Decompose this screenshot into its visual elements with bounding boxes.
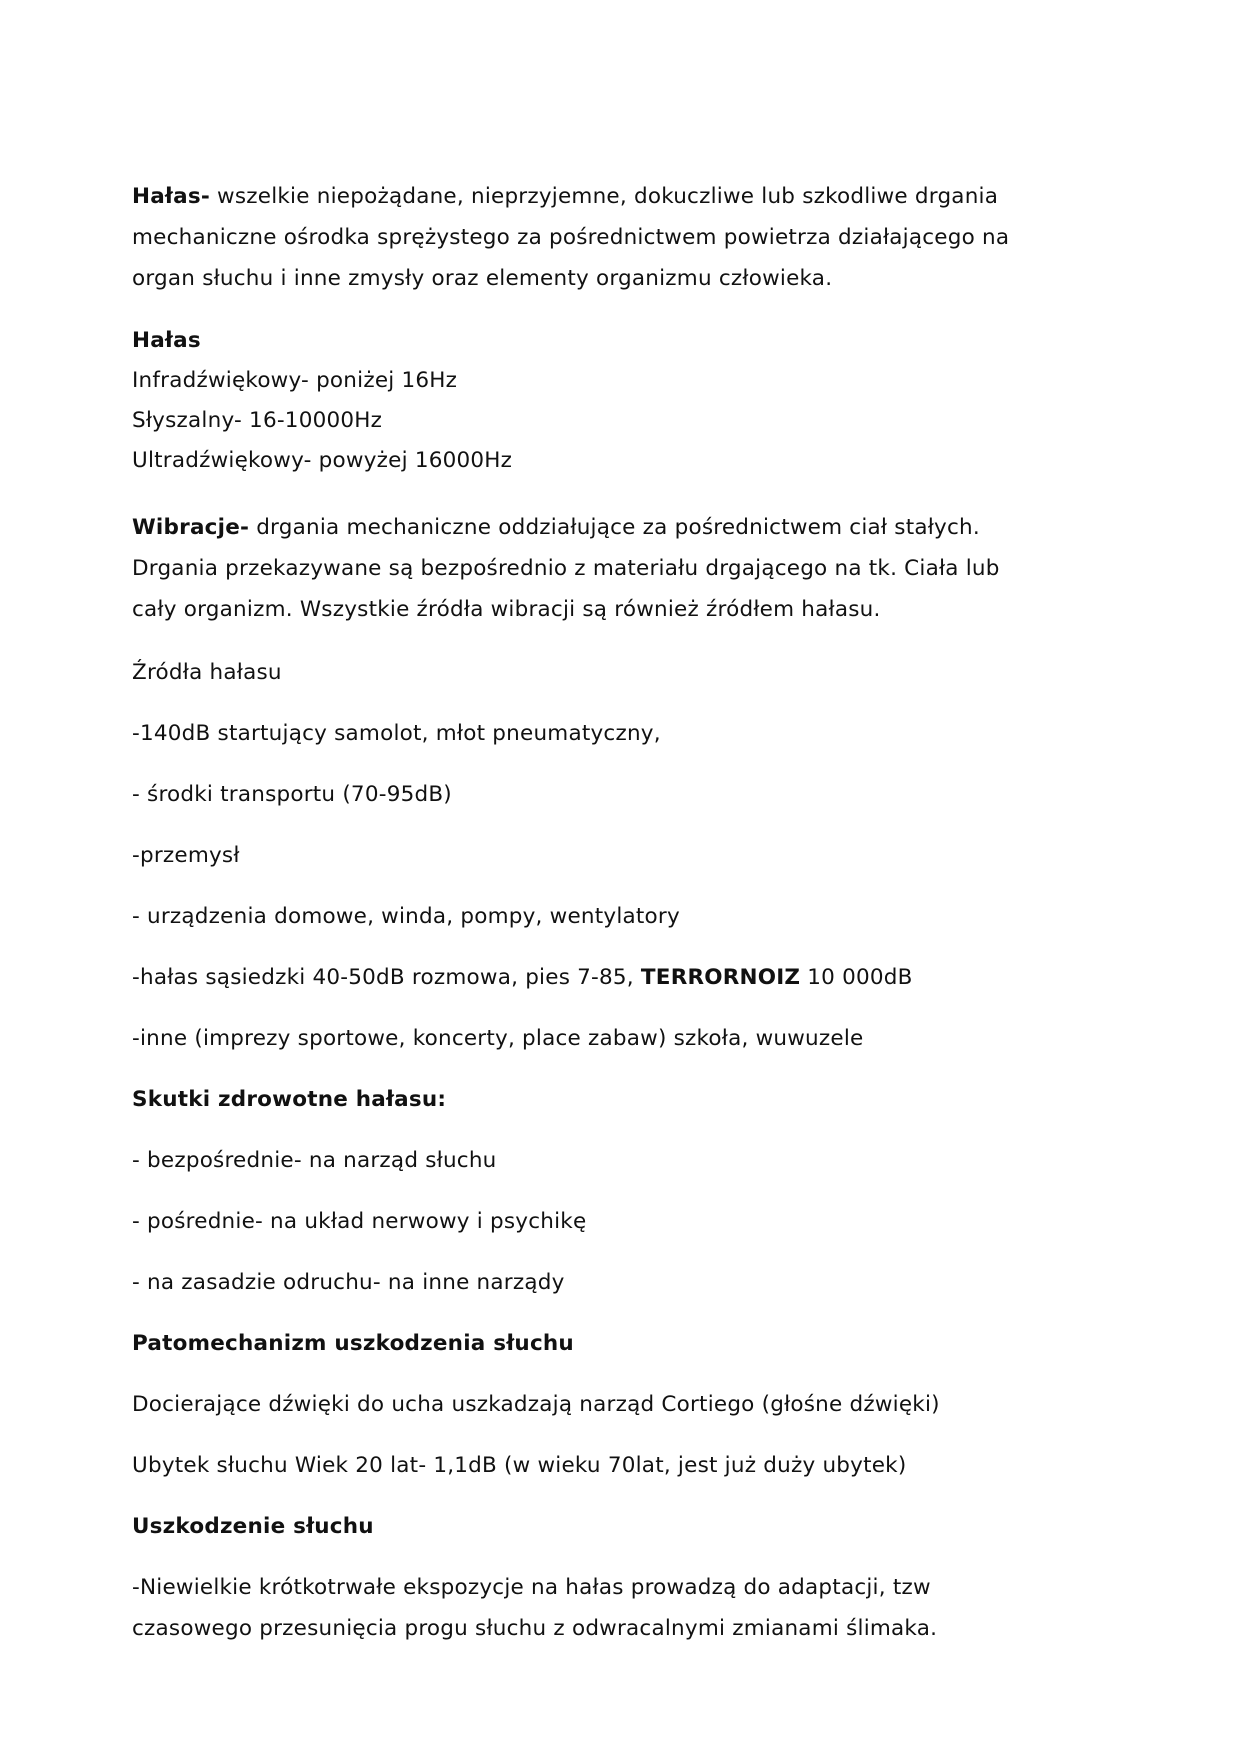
damage-paragraph: -Niewielkie krótkotrwałe ekspozycje na hałas prowadzą do adaptacji, tzw czasowego przesunięcia progu słuchu z odwracalnymi zmianami ślimaka. [132, 1575, 938, 1641]
source-item-neighbour [132, 957, 1012, 998]
health-effect-item: - na zasadzie odruchu- na inne narządy [132, 1270, 565, 1295]
pathomechanism-item: Ubytek słuchu Wiek 20 lat- 1,1dB (w wieku 70lat, jest już duży ubytek) [132, 1453, 907, 1478]
intro-paragraph [132, 176, 1012, 299]
damage-heading: Uszkodzenie słuchu [132, 1514, 374, 1539]
neighbour-suffix: 10 000dB [800, 965, 913, 990]
pathomechanism-heading: Patomechanizm uszkodzenia słuchu [132, 1331, 574, 1356]
source-item: -140dB startujący samolot, młot pneumatyczny, [132, 721, 661, 746]
source-item: - środki transportu (70-95dB) [132, 782, 452, 807]
vibrations-paragraph [132, 507, 1012, 630]
noise-type-item: Słyszalny- 16-10000Hz [132, 408, 383, 433]
source-item: - urządzenia domowe, winda, pompy, wentylatory [132, 904, 680, 929]
neighbour-prefix: -hałas sąsiedzki 40-50dB rozmowa, pies 7-85, [132, 965, 641, 990]
vibrations-term: Wibracje- [132, 515, 250, 540]
pathomechanism-item: Docierające dźwięki do ucha uszkadzają narząd Cortiego (głośne dźwięki) [132, 1392, 940, 1417]
noise-type-item: Ultradźwiękowy- powyżej 16000Hz [132, 448, 513, 473]
document-body [132, 176, 1012, 1649]
noise-type-item: Infradźwiękowy- poniżej 16Hz [132, 368, 458, 393]
intro-term: Hałas- [132, 184, 210, 209]
source-item: -przemysł [132, 843, 240, 868]
vibrations-text: drgania mechaniczne oddziałujące za pośrednictwem ciał stałych. Drgania przekazywane są bezpośrednio z materiału drgającego na tk. Ciała lub cały organizm. Wszystkie źródła wibracji są również źródłem hałasu. [132, 515, 1000, 622]
section-spacer [132, 481, 1012, 507]
health-effect-item: - bezpośrednie- na narząd słuchu [132, 1148, 497, 1173]
noise-types-heading: Hałas [132, 328, 201, 353]
intro-text: wszelkie niepożądane, nieprzyjemne, dokuczliwe lub szkodliwe drgania mechaniczne ośrodka sprężystego za pośrednictwem powietrza działającego na organ słuchu i inne zmysły oraz elementy organizmu człowieka. [132, 184, 1010, 291]
health-effect-item: - pośrednie- na układ nerwowy i psychikę [132, 1209, 587, 1234]
neighbour-emphasis: TERRORNOIZ [640, 965, 801, 990]
sources-heading: Źródła hałasu [132, 660, 282, 685]
health-effects-heading: Skutki zdrowotne hałasu: [132, 1087, 447, 1112]
source-item-other: -inne (imprezy sportowe, koncerty, place zabaw) szkoła, wuwuzele [132, 1026, 864, 1051]
